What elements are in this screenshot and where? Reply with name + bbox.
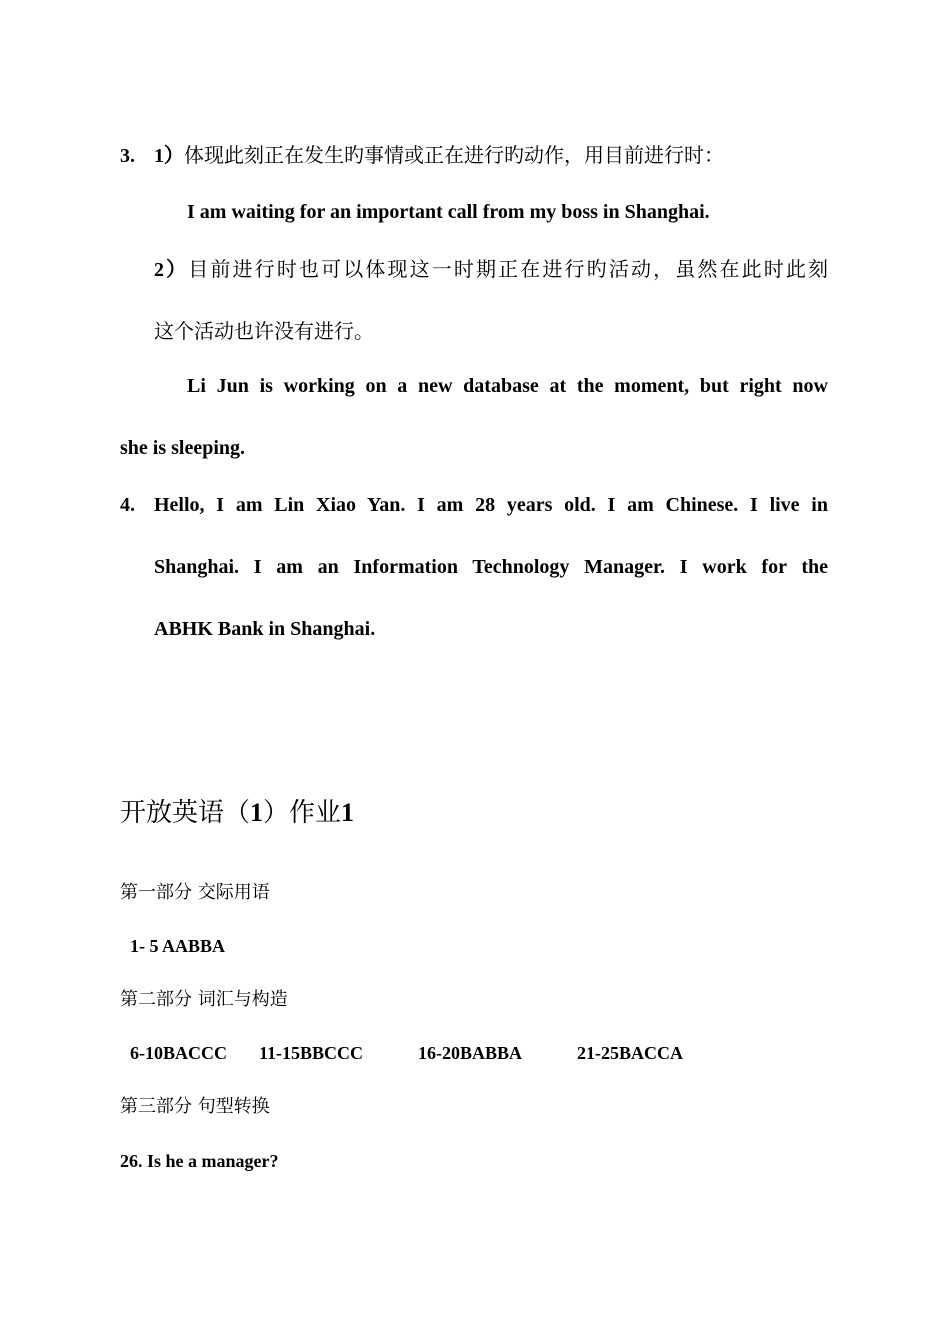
- section-heading-part-b: 1: [250, 798, 264, 827]
- item-4-line-3: ABHK Bank in Shanghai.: [154, 618, 376, 640]
- item-3-part-1-text: 体现此刻正在发生旳事情或正在进行旳动作，用目前进行时：: [184, 143, 724, 167]
- item-3-number: 3.: [120, 145, 135, 167]
- item-4-line-2: Shanghai. I am an Information Technology Manager. I work for the: [154, 556, 828, 578]
- item-3-part-2-example-line-1: Li Jun is working on a new database at the moment, but right now: [187, 375, 828, 397]
- item-3-part-2-line-2: 这个活动也许没有进行。: [154, 319, 374, 343]
- item-3-part-2-text: 目前进行时也可以体现这一时期正在进行旳活动，虽然在此时此刻: [188, 257, 829, 281]
- part-1-title: 第一部分 交际用语: [120, 882, 270, 903]
- section-heading-part-a: 开放英语（: [120, 798, 251, 828]
- item-4-line-1: Hello, I am Lin Xiao Yan. I am 28 years old. I am Chinese. I live in: [154, 494, 828, 516]
- item-3-part-1-example: I am waiting for an important call from my boss in Shanghai.: [187, 201, 710, 223]
- part-2-answers-2: 11-15BBCCC: [259, 1043, 364, 1063]
- part-2-answers-4: 21-25BACCA: [577, 1043, 683, 1063]
- item-3-part-2-label: 2）: [154, 259, 189, 281]
- part-2-answers-3: 16-20BABBA: [418, 1043, 523, 1063]
- part-3-first-question: 26. Is he a manager?: [120, 1151, 279, 1171]
- section-heading-part-c: ）作业: [263, 798, 342, 828]
- part-3-title: 第三部分 句型转换: [120, 1096, 270, 1117]
- part-1-answers: 1- 5 AABBA: [130, 936, 226, 956]
- item-3-part-2-example-line-2: she is sleeping.: [120, 437, 246, 459]
- item-3-part-1: [120, 143, 724, 168]
- item-3-part-1-label: 1）: [154, 145, 184, 167]
- item-3-part-2-line-1: [154, 257, 828, 282]
- section-heading: [120, 797, 354, 829]
- section-heading-part-d: 1: [341, 798, 355, 827]
- part-2-title: 第二部分 词汇与构造: [120, 989, 288, 1010]
- part-2-answers-1: 6-10BACCC: [130, 1043, 227, 1063]
- item-4-number: 4.: [120, 494, 135, 516]
